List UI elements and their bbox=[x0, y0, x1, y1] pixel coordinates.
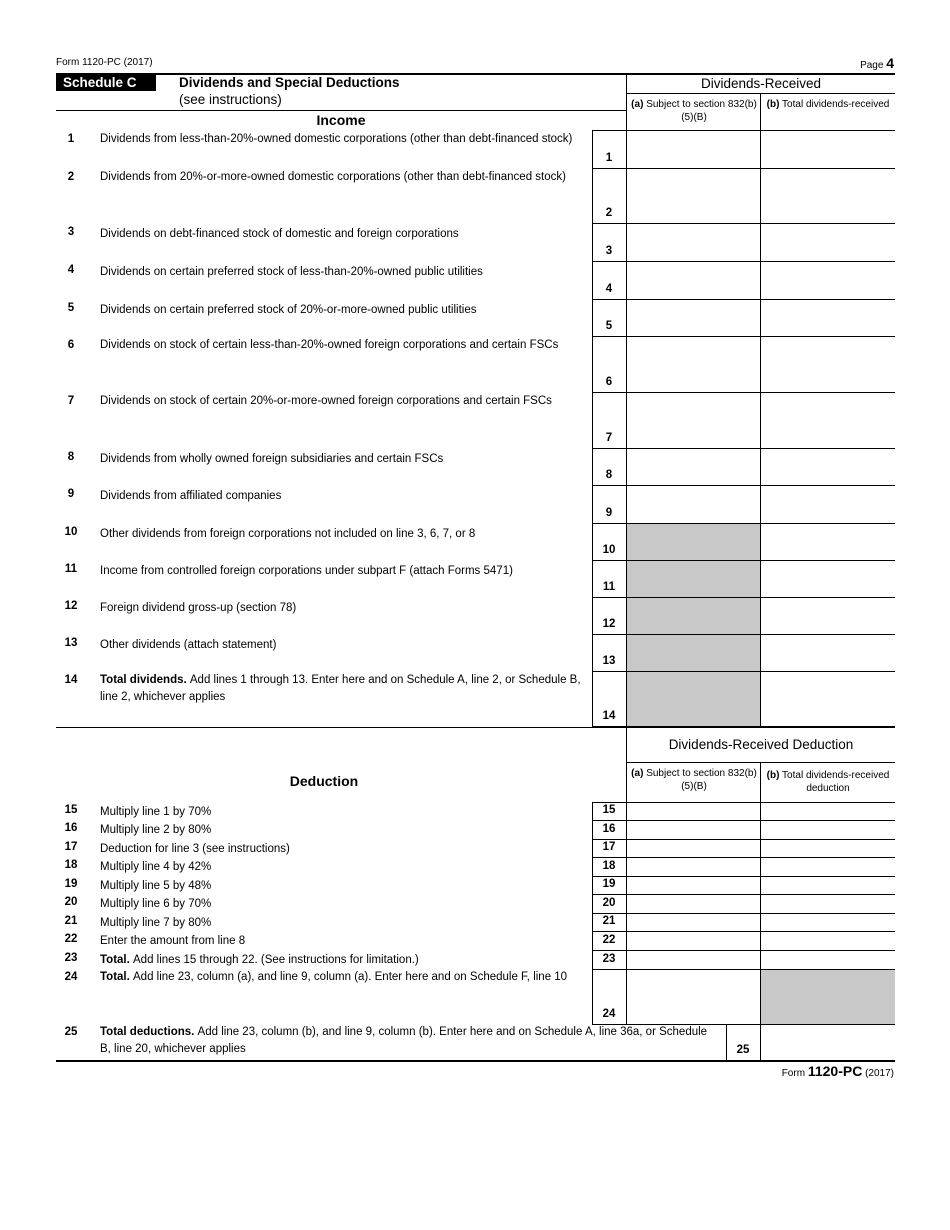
income-col-b-input[interactable] bbox=[761, 336, 895, 392]
income-col-b-header: (b) Total dividends-received bbox=[766, 99, 890, 110]
deduction-col-a-input[interactable] bbox=[627, 931, 760, 950]
income-col-b-input[interactable] bbox=[761, 597, 895, 634]
income-line-ref: 1 bbox=[605, 152, 613, 164]
deduction-col-a-input[interactable] bbox=[627, 839, 760, 857]
income-line-description: Dividends from affiliated companies bbox=[100, 490, 282, 502]
income-line-description: Foreign dividend gross-up (section 78) bbox=[100, 602, 297, 614]
deduction-line-description: Total. Add line 23, column (a), and line 9, column (a). Enter here and on Schedule F, line 10 bbox=[100, 971, 568, 983]
deduction-line-description: Enter the amount from line 8 bbox=[100, 935, 246, 947]
deduction-heading: Deduction bbox=[289, 773, 359, 789]
deduction-line-description: Total. Add lines 15 through 22. (See instructions for limitation.) bbox=[100, 954, 419, 966]
income-col-a-input[interactable] bbox=[627, 223, 760, 261]
deduction-col-b-input[interactable] bbox=[761, 913, 895, 931]
deduction-line-description: Deduction for line 3 (see instructions) bbox=[100, 843, 290, 855]
income-line-number: 3 bbox=[67, 226, 75, 238]
deduction-line-description: Total deductions. Add line 23, column (b), and line 9, column (b). Enter here and on Schedule A, line 36a, or Schedule B, line 20, whichever applies bbox=[100, 1026, 708, 1055]
income-heading: Income bbox=[316, 112, 366, 128]
income-line-ref: 7 bbox=[605, 432, 613, 444]
income-col-b-input[interactable] bbox=[761, 223, 895, 261]
deduction-line-description: Multiply line 7 by 80% bbox=[100, 917, 212, 929]
deduction-line-ref: 21 bbox=[602, 915, 616, 927]
income-col-b-input[interactable] bbox=[761, 392, 895, 448]
income-col-a-input[interactable] bbox=[627, 392, 760, 448]
income-col-b-input[interactable] bbox=[761, 523, 895, 560]
deduction-col-b-input[interactable] bbox=[761, 876, 895, 894]
income-line-ref: 9 bbox=[605, 507, 613, 519]
income-col-a-header: (a) Subject to section 832(b)(5)(B) bbox=[631, 99, 757, 123]
income-group-header: Dividends-Received bbox=[700, 76, 822, 91]
deduction-line-number: 25 bbox=[64, 1026, 78, 1038]
deduction-col-a-input[interactable] bbox=[627, 894, 760, 913]
deduction-col-a-input[interactable] bbox=[627, 969, 760, 1024]
income-line-ref: 12 bbox=[602, 618, 616, 630]
deduction-line-description: Multiply line 6 by 70% bbox=[100, 898, 212, 910]
page-number-value: 4 bbox=[886, 55, 894, 71]
income-line-description: Dividends from 20%-or-more-owned domestic corporations (other than debt-financed stock) bbox=[100, 171, 566, 183]
income-col-a-input bbox=[627, 560, 760, 597]
deduction-col-a-input[interactable] bbox=[627, 913, 760, 931]
deduction-line-description: Multiply line 2 by 80% bbox=[100, 824, 212, 836]
income-line-ref: 4 bbox=[605, 283, 613, 295]
deduction-col-a-input[interactable] bbox=[627, 820, 760, 839]
deduction-line-ref: 25 bbox=[736, 1044, 750, 1056]
deduction-col-a-header: (a) Subject to section 832(b)(5)(B) bbox=[631, 768, 757, 792]
deduction-col-a-input[interactable] bbox=[627, 857, 760, 876]
deduction-line-ref: 17 bbox=[602, 841, 616, 853]
deduction-line-ref: 16 bbox=[602, 823, 616, 835]
income-col-a-input[interactable] bbox=[627, 448, 760, 485]
income-line-description: Dividends on stock of certain 20%-or-more-owned foreign corporations and certain FSCs bbox=[100, 395, 552, 407]
income-line-description: Dividends on debt-financed stock of domestic and foreign corporations bbox=[100, 228, 459, 240]
income-col-a-input bbox=[627, 523, 760, 560]
income-line-description: Dividends on certain preferred stock of 20%-or-more-owned public utilities bbox=[100, 304, 477, 316]
deduction-col-b-input[interactable] bbox=[761, 1024, 895, 1060]
deduction-line-number: 19 bbox=[64, 878, 78, 890]
deduction-line-description: Multiply line 4 by 42% bbox=[100, 861, 212, 873]
income-line-ref: 3 bbox=[605, 245, 613, 257]
deduction-line-number: 21 bbox=[64, 915, 78, 927]
deduction-line-ref: 15 bbox=[602, 804, 616, 816]
income-col-a-input bbox=[627, 634, 760, 671]
income-line-number: 1 bbox=[67, 133, 75, 145]
income-col-a-input[interactable] bbox=[627, 261, 760, 299]
income-line-number: 2 bbox=[67, 171, 75, 183]
deduction-line-number: 24 bbox=[64, 971, 78, 983]
deduction-col-b-input[interactable] bbox=[761, 839, 895, 857]
income-line-description: Dividends from less-than-20%-owned domestic corporations (other than debt-financed stock) bbox=[100, 133, 573, 145]
income-col-b-input[interactable] bbox=[761, 299, 895, 336]
income-line-description: Dividends on stock of certain less-than-20%-owned foreign corporations and certain FSCs bbox=[100, 339, 559, 351]
deduction-line-number: 17 bbox=[64, 841, 78, 853]
income-line-ref: 11 bbox=[602, 581, 616, 593]
deduction-col-b-input[interactable] bbox=[761, 894, 895, 913]
deduction-col-b-input[interactable] bbox=[761, 950, 895, 969]
deduction-line-number: 20 bbox=[64, 896, 78, 908]
deduction-line-number: 15 bbox=[64, 804, 78, 816]
income-line-description: Dividends on certain preferred stock of less-than-20%-owned public utilities bbox=[100, 266, 483, 278]
deduction-line-ref: 23 bbox=[602, 953, 616, 965]
income-col-a-input bbox=[627, 597, 760, 634]
deduction-col-a-input[interactable] bbox=[627, 876, 760, 894]
deduction-line-number: 23 bbox=[64, 952, 78, 964]
deduction-col-b-input[interactable] bbox=[761, 802, 895, 820]
income-line-number: 14 bbox=[64, 674, 78, 686]
income-line-ref: 5 bbox=[605, 320, 613, 332]
deduction-line-ref: 18 bbox=[602, 860, 616, 872]
deduction-line-number: 18 bbox=[64, 859, 78, 871]
income-line-ref: 6 bbox=[605, 376, 613, 388]
deduction-line-ref: 22 bbox=[602, 934, 616, 946]
income-col-a-input[interactable] bbox=[627, 168, 760, 223]
income-col-a-input[interactable] bbox=[627, 130, 760, 168]
schedule-badge: Schedule C bbox=[56, 74, 156, 91]
deduction-line-ref: 20 bbox=[602, 897, 616, 909]
page-number bbox=[860, 55, 894, 71]
income-line-number: 7 bbox=[67, 395, 75, 407]
form-footer: Form 1120-PC (2017) bbox=[781, 1063, 894, 1079]
deduction-col-a-input[interactable] bbox=[627, 802, 760, 820]
deduction-col-b-input[interactable] bbox=[761, 820, 895, 839]
deduction-group-header: Dividends-Received Deduction bbox=[668, 737, 854, 752]
form-id-header: Form 1120-PC (2017) bbox=[56, 57, 153, 68]
income-line-description: Income from controlled foreign corporations under subpart F (attach Forms 5471) bbox=[100, 565, 513, 577]
income-col-b-input[interactable] bbox=[761, 168, 895, 223]
income-line-ref: 13 bbox=[602, 655, 616, 667]
income-line-number: 10 bbox=[64, 526, 78, 538]
income-line-ref: 8 bbox=[605, 469, 613, 481]
income-line-description: Other dividends from foreign corporations not included on line 3, 6, 7, or 8 bbox=[100, 528, 476, 540]
deduction-line-ref: 19 bbox=[602, 878, 616, 890]
deduction-line-ref: 24 bbox=[602, 1008, 616, 1020]
deduction-line-number: 22 bbox=[64, 933, 78, 945]
schedule-title: Dividends and Special Deductions bbox=[179, 75, 400, 90]
page-label: Page bbox=[860, 60, 884, 71]
income-line-number: 12 bbox=[64, 600, 78, 612]
income-col-b-input[interactable] bbox=[761, 448, 895, 485]
income-line-description: Other dividends (attach statement) bbox=[100, 639, 277, 651]
deduction-col-b-input[interactable] bbox=[761, 857, 895, 876]
schedule-subtitle: (see instructions) bbox=[179, 92, 282, 107]
income-col-b-input[interactable] bbox=[761, 671, 895, 726]
deduction-line-description: Multiply line 1 by 70% bbox=[100, 806, 212, 818]
income-col-a-input[interactable] bbox=[627, 336, 760, 392]
income-line-number: 13 bbox=[64, 637, 78, 649]
income-line-number: 8 bbox=[67, 451, 75, 463]
income-col-a-input[interactable] bbox=[627, 485, 760, 523]
income-line-ref: 14 bbox=[602, 710, 616, 722]
deduction-col-a-input[interactable] bbox=[627, 950, 760, 969]
deduction-col-b-header: (b) Total dividends-received deduction bbox=[766, 770, 890, 794]
income-col-a-input[interactable] bbox=[627, 299, 760, 336]
income-line-number: 4 bbox=[67, 264, 75, 276]
income-col-b-input[interactable] bbox=[761, 261, 895, 299]
income-col-b-input[interactable] bbox=[761, 485, 895, 523]
income-col-b-input[interactable] bbox=[761, 634, 895, 671]
deduction-line-description: Multiply line 5 by 48% bbox=[100, 880, 212, 892]
income-line-number: 6 bbox=[67, 339, 75, 351]
income-line-ref: 2 bbox=[605, 207, 613, 219]
income-line-description: Total dividends. Add lines 1 through 13. Enter here and on Schedule A, line 2, or Schedule B, line 2, whichever applies bbox=[100, 674, 581, 703]
deduction-col-b-input bbox=[761, 969, 895, 1024]
deduction-line-number: 16 bbox=[64, 822, 78, 834]
income-line-number: 5 bbox=[67, 302, 75, 314]
income-line-ref: 10 bbox=[602, 544, 616, 556]
income-col-b-input[interactable] bbox=[761, 560, 895, 597]
income-line-number: 9 bbox=[67, 488, 75, 500]
income-line-description: Dividends from wholly owned foreign subsidiaries and certain FSCs bbox=[100, 453, 444, 465]
income-col-b-input[interactable] bbox=[761, 130, 895, 168]
income-col-a-input bbox=[627, 671, 760, 726]
income-line-number: 11 bbox=[64, 563, 78, 575]
deduction-col-b-input[interactable] bbox=[761, 931, 895, 950]
